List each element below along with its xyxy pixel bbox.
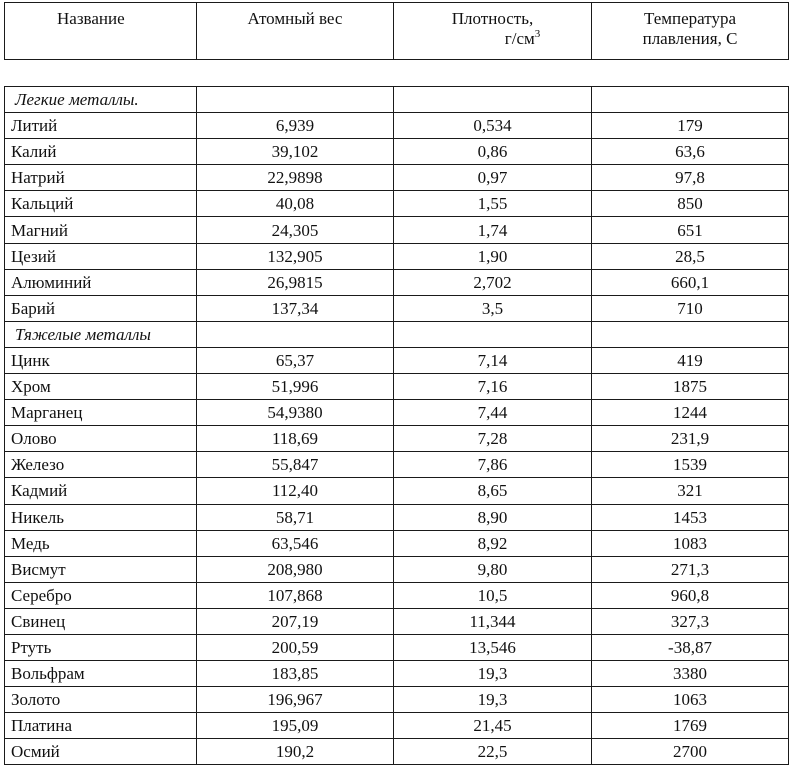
cell-density: 7,14 xyxy=(394,347,592,373)
cell-density: 1,55 xyxy=(394,191,592,217)
cell-atomic-weight: 132,905 xyxy=(197,243,394,269)
cell-density: 13,546 xyxy=(394,634,592,660)
cell-melting-point: 1453 xyxy=(592,504,789,530)
cell-atomic-weight: 183,85 xyxy=(197,661,394,687)
cell-density: 11,344 xyxy=(394,608,592,634)
cell-melting-point: 271,3 xyxy=(592,556,789,582)
cell-name: Ртуть xyxy=(5,634,197,660)
cell-density: 22,5 xyxy=(394,739,592,765)
cell-atomic-weight: 55,847 xyxy=(197,452,394,478)
cell-name: Золото xyxy=(5,687,197,713)
table-row xyxy=(5,582,789,608)
cell-density: 0,97 xyxy=(394,165,592,191)
group-title: Тяжелые металлы xyxy=(5,321,197,347)
cell-name: Свинец xyxy=(5,608,197,634)
group-empty-cell xyxy=(197,321,394,347)
cell-density: 8,65 xyxy=(394,478,592,504)
cell-melting-point: 97,8 xyxy=(592,165,789,191)
cell-name: Висмут xyxy=(5,556,197,582)
cell-melting-point: 850 xyxy=(592,191,789,217)
cell-name: Хром xyxy=(5,374,197,400)
cell-name: Кадмий xyxy=(5,478,197,504)
cell-name: Кальций xyxy=(5,191,197,217)
cell-density: 7,28 xyxy=(394,426,592,452)
table-row xyxy=(5,139,789,165)
cell-atomic-weight: 137,34 xyxy=(197,295,394,321)
cell-density: 8,92 xyxy=(394,530,592,556)
header-atomic-weight: Атомный вес xyxy=(197,3,394,60)
table-row xyxy=(5,347,789,373)
table-row xyxy=(5,165,789,191)
table-row xyxy=(5,634,789,660)
cell-melting-point: 231,9 xyxy=(592,426,789,452)
cell-melting-point: 1063 xyxy=(592,687,789,713)
table-row xyxy=(5,530,789,556)
table-header xyxy=(5,3,789,60)
metals-table xyxy=(4,2,789,765)
cell-name: Литий xyxy=(5,113,197,139)
cell-density: 7,16 xyxy=(394,374,592,400)
group-empty-cell xyxy=(394,87,592,113)
cell-name: Вольфрам xyxy=(5,661,197,687)
cell-density: 3,5 xyxy=(394,295,592,321)
cell-name: Натрий xyxy=(5,165,197,191)
cell-melting-point: 2700 xyxy=(592,739,789,765)
cell-atomic-weight: 63,546 xyxy=(197,530,394,556)
table-row xyxy=(5,191,789,217)
cell-name: Осмий xyxy=(5,739,197,765)
cell-melting-point: 1875 xyxy=(592,374,789,400)
cell-melting-point: 1769 xyxy=(592,713,789,739)
cell-density: 0,534 xyxy=(394,113,592,139)
header-density: Плотность, $г/см^3$ xyxy=(394,3,592,60)
cell-name: Медь xyxy=(5,530,197,556)
cell-name: Магний xyxy=(5,217,197,243)
cell-atomic-weight: 54,9380 xyxy=(197,400,394,426)
header-name: Название xyxy=(5,3,197,60)
cell-name: Серебро xyxy=(5,582,197,608)
cell-melting-point: 179 xyxy=(592,113,789,139)
cell-density: 7,44 xyxy=(394,400,592,426)
cell-atomic-weight: 196,967 xyxy=(197,687,394,713)
cell-name: Цезий xyxy=(5,243,197,269)
group-title: Легкие металлы. xyxy=(5,87,197,113)
cell-melting-point: 651 xyxy=(592,217,789,243)
table-row xyxy=(5,243,789,269)
cell-density: 19,3 xyxy=(394,687,592,713)
cell-atomic-weight: 58,71 xyxy=(197,504,394,530)
group-empty-cell xyxy=(592,87,789,113)
cell-atomic-weight: 207,19 xyxy=(197,608,394,634)
cell-atomic-weight: 6,939 xyxy=(197,113,394,139)
cell-density: 9,80 xyxy=(394,556,592,582)
cell-density: 2,702 xyxy=(394,269,592,295)
table-row xyxy=(5,661,789,687)
cell-atomic-weight: 190,2 xyxy=(197,739,394,765)
cell-atomic-weight: 107,868 xyxy=(197,582,394,608)
table-row xyxy=(5,452,789,478)
group-empty-cell xyxy=(394,321,592,347)
cell-atomic-weight: 65,37 xyxy=(197,347,394,373)
cell-melting-point: 321 xyxy=(592,478,789,504)
table-row xyxy=(5,504,789,530)
cell-atomic-weight: 112,40 xyxy=(197,478,394,504)
cell-melting-point: 1244 xyxy=(592,400,789,426)
group-header-row xyxy=(5,87,789,113)
group-empty-cell xyxy=(197,87,394,113)
table-row xyxy=(5,269,789,295)
cell-name: Олово xyxy=(5,426,197,452)
cell-density: 1,90 xyxy=(394,243,592,269)
table-row xyxy=(5,608,789,634)
cell-atomic-weight: 118,69 xyxy=(197,426,394,452)
cell-name: Калий xyxy=(5,139,197,165)
cell-density: 10,5 xyxy=(394,582,592,608)
cell-density: 19,3 xyxy=(394,661,592,687)
table-row xyxy=(5,295,789,321)
table-row xyxy=(5,739,789,765)
cell-atomic-weight: 40,08 xyxy=(197,191,394,217)
table-row xyxy=(5,113,789,139)
table-row xyxy=(5,400,789,426)
cell-melting-point: 3380 xyxy=(592,661,789,687)
group-header-row xyxy=(5,321,789,347)
table-body xyxy=(5,60,789,765)
density-unit: г/см xyxy=(504,29,535,48)
table-row xyxy=(5,217,789,243)
table-row xyxy=(5,713,789,739)
cell-atomic-weight: 200,59 xyxy=(197,634,394,660)
cell-density: 1,74 xyxy=(394,217,592,243)
cell-melting-point: 1083 xyxy=(592,530,789,556)
cell-melting-point: -38,87 xyxy=(592,634,789,660)
cell-atomic-weight: 24,305 xyxy=(197,217,394,243)
cell-density: 7,86 xyxy=(394,452,592,478)
cell-name: Цинк xyxy=(5,347,197,373)
cell-melting-point: 960,8 xyxy=(592,582,789,608)
cell-atomic-weight: 51,996 xyxy=(197,374,394,400)
cell-atomic-weight: 195,09 xyxy=(197,713,394,739)
density-unit-exponent: 3 xyxy=(534,28,541,40)
cell-density: 8,90 xyxy=(394,504,592,530)
cell-name: Железо xyxy=(5,452,197,478)
table-row xyxy=(5,478,789,504)
cell-density: 21,45 xyxy=(394,713,592,739)
cell-density: 0,86 xyxy=(394,139,592,165)
cell-name: Алюминий xyxy=(5,269,197,295)
cell-name: Никель xyxy=(5,504,197,530)
cell-name: Марганец xyxy=(5,400,197,426)
table-row xyxy=(5,556,789,582)
cell-name: Платина xyxy=(5,713,197,739)
table-row xyxy=(5,374,789,400)
cell-melting-point: 660,1 xyxy=(592,269,789,295)
cell-atomic-weight: 39,102 xyxy=(197,139,394,165)
cell-atomic-weight: 208,980 xyxy=(197,556,394,582)
table-row xyxy=(5,687,789,713)
cell-atomic-weight: 22,9898 xyxy=(197,165,394,191)
cell-melting-point: 419 xyxy=(592,347,789,373)
cell-melting-point: 327,3 xyxy=(592,608,789,634)
cell-melting-point: 28,5 xyxy=(592,243,789,269)
table-row xyxy=(5,426,789,452)
spacer-row xyxy=(5,60,789,87)
group-empty-cell xyxy=(592,321,789,347)
cell-name: Барий xyxy=(5,295,197,321)
header-melting-point: Температура плавления, С xyxy=(592,3,789,60)
cell-melting-point: 1539 xyxy=(592,452,789,478)
cell-atomic-weight: 26,9815 xyxy=(197,269,394,295)
cell-melting-point: 710 xyxy=(592,295,789,321)
cell-melting-point: 63,6 xyxy=(592,139,789,165)
